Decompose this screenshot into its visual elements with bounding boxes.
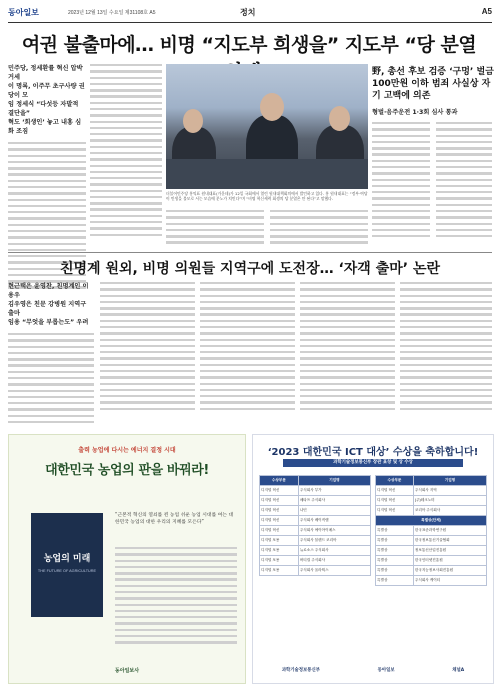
ad-quote: “근본적 혁신의 열쇠를 쥔 농업 쉬운 농업 시대를 여는 대한민국 농업의 대한 우리의 지혜를 모은다” — [115, 513, 234, 525]
second-col-4 — [300, 282, 395, 414]
second-col-2 — [100, 282, 195, 414]
photo-caption: 더불어민주당 홍익표 원내대표(가운데)가 12일 국회에서 열린 원내대책회의에서 발언하고 있다. 홍 원내대표는 “정부·여당이 민생을 볼모로 서는 모습에 분노가 치민다”며 “비명 혁신세력 회생의 당 분열은 안 된다”고 말했다. — [166, 191, 368, 201]
award-title: ‘2023 대한민국 ICT 대상’ 수상을 축하합니다! — [267, 447, 479, 458]
second-headline: 친명계 원외, 비명 의원들 지역구에 도전장… ‘자객 출마’ 논란 — [60, 261, 440, 277]
award-table-right: 수상부문 기업명 디지털 혁신 주식회사 지역 디지털 혁신 (주)테크노미 디지털 혁신 코리아 주식회사 특별상(단체) 특별상 한국표준과학연구원 특별상 한국정보통신기술협회 특별상 정보통신산업진흥원 특별상 한국인터넷진흥원 특별상 한국지능정보사회진흥원 특별상 주식회사 케이티 — [375, 475, 487, 586]
ad-publisher: 동아일보사 — [114, 668, 140, 674]
page-number: A5 — [481, 7, 492, 16]
col-header-category: 수상부문 — [260, 476, 299, 486]
second-subheads — [8, 282, 94, 427]
sponsor-2: 동아일보 — [377, 668, 395, 673]
subhead-1: 민주당, 정세환률 혁신 압박 거세 — [8, 65, 83, 81]
second-col-3 — [200, 282, 295, 414]
book-title: 농업의 미래 — [43, 554, 91, 564]
newspaper-logo: 동아일보 — [8, 8, 39, 17]
side-byline: 형벌·음주운전 1·3회 심사 통과 — [372, 109, 458, 116]
ad-tagline: 출력 농업에 다시는 에너지 결정 시대 — [78, 447, 176, 454]
award-advertisement[interactable] — [252, 434, 494, 684]
issue-date: 2023년 12월 13일 수요일 제31108호 A5 — [68, 10, 156, 16]
subhead-2: 이 명록, 이주무 초구사량 권당이 모 — [8, 83, 85, 99]
sponsor-row — [253, 667, 493, 673]
second-subhead-2: 김우영은 친문 강병원 지역구 출마 — [8, 301, 87, 317]
second-subhead-3: 임용 “무엇을 부롭는도” 우려 — [8, 319, 89, 326]
center-column-2 — [270, 210, 368, 248]
divider — [8, 252, 492, 253]
masthead — [8, 6, 492, 23]
side-headline: 野, 총선 후보 검증 ‘구멍’ 벌금 100만원 이하 범죄 사실상 자기 고백에 의존 — [372, 67, 494, 101]
news-photo — [166, 64, 368, 189]
col-header-company: 기업명 — [298, 476, 370, 486]
book-subtitle: THE FUTURE OF AGRICULTURE — [37, 569, 97, 573]
sponsor-3: 채널A — [452, 668, 465, 673]
main-headline: 여권 불출마에… 비명 “지도부 희생을” 지도부 “당 분열 — [21, 34, 477, 56]
sponsor-1: 과학기술정보통신부 — [281, 668, 320, 673]
second-subhead-1: 현근택은 윤영찬, 친명계인 이용우 — [8, 283, 89, 299]
subhead-4: 혁도 ‘회생인’ 놓고 내홍 심화 조짐 — [8, 119, 82, 135]
left-column-2 — [90, 64, 162, 240]
book-cover — [31, 513, 103, 617]
center-column-1 — [166, 210, 264, 248]
section-name: 정치 — [240, 8, 256, 17]
special-award-label: 특별상(단체) — [376, 516, 487, 526]
award-table-left: 수상부문 기업명 디지털 혁신 주식회사 부가 디지털 혁신 메타프 주식회사 디지털 혁신 나딘 디지털 혁신 주식회사 베이직랩 디지털 혁신 주식회사 에이아이메스 디지털 포용 주식회사 블렌드 코리아 디지털 포용 뉴로소스 주식회사 디지털 포용 버티컬 주식회사 디지털 포용 주식회사 올라웍스 — [259, 475, 371, 576]
book-advertisement[interactable] — [8, 434, 246, 684]
right-column-1 — [372, 122, 430, 241]
ad-title: 대한민국 농업의 판을 바꿔라! — [45, 463, 209, 478]
award-subtitle: 과학기술정보통신부 장관 표창 및 상 수상 — [283, 459, 463, 467]
right-column-2 — [436, 122, 492, 241]
ad-description — [115, 547, 237, 648]
subhead-3: 임 정세식 “다섯등 자발적 결단을” — [8, 101, 79, 117]
second-col-5 — [400, 282, 492, 414]
